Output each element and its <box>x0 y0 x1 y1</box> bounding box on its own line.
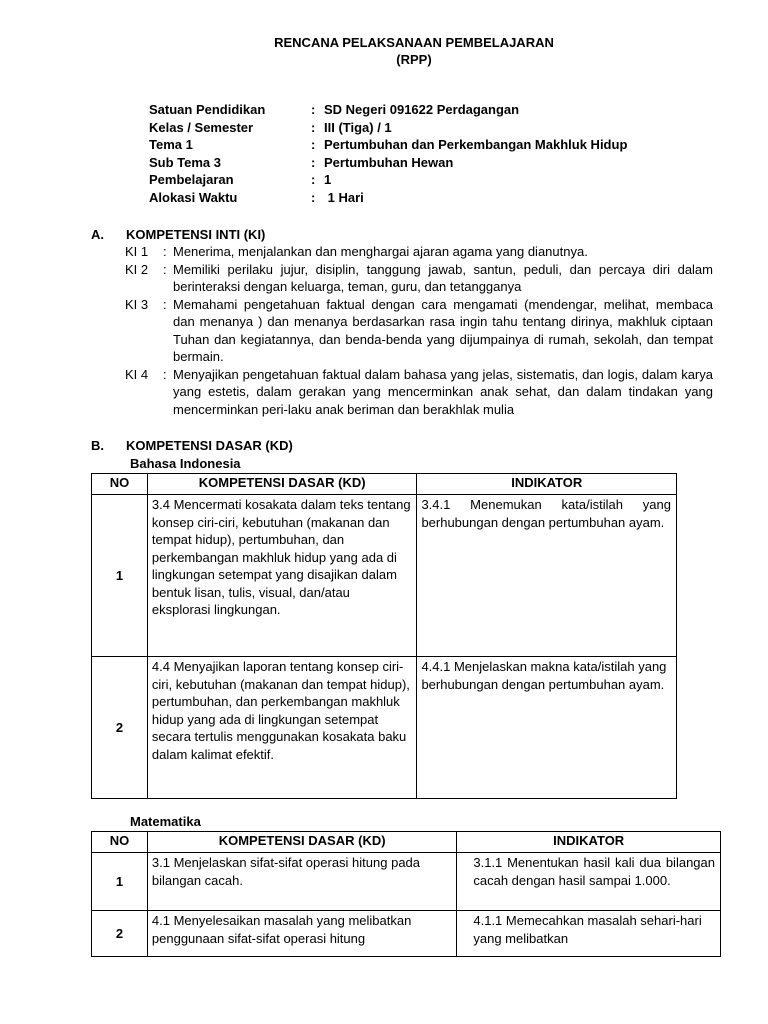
ki-text: Menerima, menjalankan dan menghargai ajaran agama yang dianutnya. <box>173 244 588 259</box>
ki-code: KI 3 <box>125 296 149 312</box>
subject-heading-bahasa-indonesia: Bahasa Indonesia <box>130 456 241 471</box>
header-kd: KOMPETENSI DASAR (KD) <box>147 832 456 853</box>
identity-separator: : <box>311 189 316 205</box>
identity-separator: : <box>311 102 316 117</box>
indikator-cell <box>457 853 721 911</box>
indikator-cell <box>417 657 677 799</box>
section-letter: B. <box>91 438 104 453</box>
identity-value: Pertumbuhan Hewan <box>324 154 454 170</box>
ki-colon: : <box>163 244 167 259</box>
ki-text: Memahami pengetahuan faktual dengan cara mengamati (mendengar, melihat, membaca dan menanya ) dan menanya berdasarkan rasa ingin tahu tentang dirinya, makhluk ciptaan Tuhan dan kegiatannya, dan benda-benda yang dijumpainya di rumah, sekolah, dan tempat bermain. <box>173 296 713 364</box>
ki-item <box>125 366 713 419</box>
kd-text: 3.4 Mencermati kosakata dalam teks tentang konsep ciri-ciri, kebutuhan (makanan dan tempat hidup), pertumbuhan, dan perkembangan makhluk hidup yang ada di lingkungan setempat yang disajikan dalam bentuk lisan, tulis, visual, dan/atau eksplorasi lingkungan. <box>151 497 411 617</box>
ki-colon: : <box>163 296 167 312</box>
header-no: NO <box>92 474 148 495</box>
ki-text: Memiliki perilaku jujur, disiplin, tanggung jawab, santun, peduli, dan percaya diri dalam berinteraksi dengan keluarga, teman, guru, dan tetangganya <box>173 261 713 294</box>
section-letter: A. <box>91 227 104 242</box>
ki-colon: : <box>163 366 167 382</box>
document-title: RENCANA PELAKSANAAN PEMBELAJARAN <box>274 35 554 50</box>
table-header-row <box>92 832 721 853</box>
kd-text: 3.1 Menjelaskan sifat-sifat operasi hitung pada bilangan cacah. <box>151 855 421 888</box>
kd-table-matematika <box>91 831 721 957</box>
indikator-text: 3.4.1 Menemukan kata/istilah yang berhubungan dengan pertumbuhan ayam. <box>421 497 671 530</box>
row-number: 1 <box>92 495 148 657</box>
kd-cell <box>147 911 456 957</box>
identity-separator: : <box>311 154 316 170</box>
identity-label: Kelas / Semester <box>149 119 254 135</box>
identity-label: Alokasi Waktu <box>149 189 238 205</box>
row-number: 1 <box>92 853 148 911</box>
identity-separator: : <box>311 119 316 135</box>
ki-item <box>125 261 713 296</box>
ki-code: KI 2 <box>125 261 149 277</box>
identity-value: SD Negeri 091622 Perdagangan <box>324 102 520 117</box>
section-title: KOMPETENSI INTI (KI) <box>126 227 266 242</box>
ki-item <box>125 243 713 261</box>
indikator-text: 4.4.1 Menjelaskan makna kata/istilah yang berhubungan dengan pertumbuhan ayam. <box>421 659 667 692</box>
identity-separator: : <box>311 137 316 153</box>
identity-value: 1 <box>324 172 332 188</box>
identity-separator: : <box>311 172 316 188</box>
row-number: 2 <box>92 911 148 957</box>
kd-text: 4.1 Menyelesaikan masalah yang melibatkan penggunaan sifat-sifat operasi hitung <box>151 913 412 946</box>
kd-table-bahasa-indonesia <box>91 473 677 799</box>
identity-label: Sub Tema 3 <box>149 154 222 170</box>
identity-label: Tema 1 <box>149 137 193 153</box>
table-row <box>92 657 677 799</box>
identity-label: Satuan Pendidikan <box>149 102 266 117</box>
kd-cell <box>147 657 417 799</box>
indikator-text: 3.1.1 Menentukan hasil kali dua bilangan cacah dengan hasil sampai 1.000. <box>473 855 715 888</box>
indikator-text: 4.1.1 Memecahkan masalah sehari-hari yang melibatkan <box>473 913 702 946</box>
table-row <box>92 495 677 657</box>
identity-value: Pertumbuhan dan Perkembangan Makhluk Hidup <box>324 137 628 153</box>
indikator-cell <box>457 911 721 957</box>
kd-cell <box>147 495 417 657</box>
header-indikator: INDIKATOR <box>457 832 721 853</box>
section-title: KOMPETENSI DASAR (KD) <box>126 438 293 453</box>
header-no: NO <box>92 832 148 853</box>
indikator-cell <box>417 495 677 657</box>
identity-value: III (Tiga) / 1 <box>324 119 392 135</box>
document-subtitle: (RPP) <box>396 52 432 67</box>
ki-code: KI 4 <box>125 366 149 382</box>
kd-cell <box>147 853 456 911</box>
ki-item <box>125 296 713 366</box>
kd-text: 4.4 Menyajikan laporan tentang konsep ciri-ciri, kebutuhan (makanan dan tempat hidup), pertumbuhan, dan perkembangan makhluk hidup yang ada di lingkungan setempat secara tertulis menggunakan kosakata baku dalam kalimat efektif. <box>151 659 410 762</box>
subject-heading-matematika: Matematika <box>130 814 201 829</box>
table-row <box>92 853 721 911</box>
row-number: 2 <box>92 657 148 799</box>
table-row <box>92 911 721 957</box>
ki-list <box>125 243 713 418</box>
header-indikator: INDIKATOR <box>417 474 677 495</box>
identity-label: Pembelajaran <box>149 172 234 188</box>
table-header-row <box>92 474 677 495</box>
ki-colon: : <box>163 261 167 277</box>
ki-text: Menyajikan pengetahuan faktual dalam bahasa yang jelas, sistematis, dan logis, dalam karya yang estetis, dalam gerakan yang mencerminkan anak sehat, dan dalam tindakan yang mencerminkan peri-laku anak beriman dan berakhlak mulia <box>173 366 713 417</box>
identity-value: 1 Hari <box>324 189 364 205</box>
ki-code: KI 1 <box>125 244 149 259</box>
header-kd: KOMPETENSI DASAR (KD) <box>147 474 417 495</box>
